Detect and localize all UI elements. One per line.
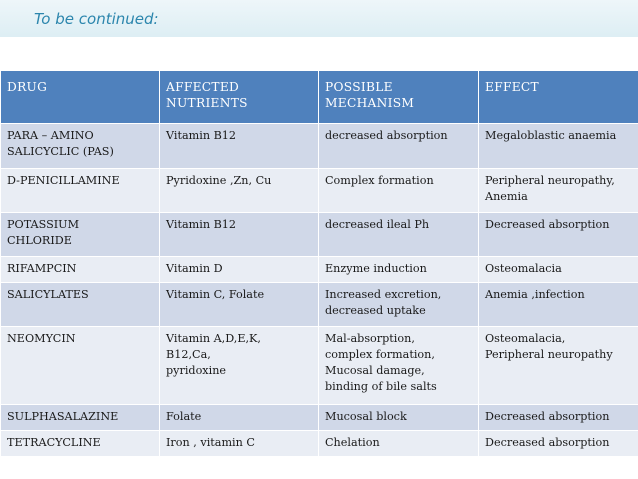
cell-nutrients: Vitamin D	[160, 257, 319, 283]
cell-effect: Decreased absorption	[479, 431, 638, 457]
cell-drug: SALICYLATES	[1, 283, 160, 327]
header-possible-mechanism: POSSIBLE MECHANISM	[319, 71, 479, 124]
cell-drug: NEOMYCIN	[1, 327, 160, 405]
cell-drug: POTASSIUM CHLORIDE	[1, 213, 160, 257]
header-effect: EFFECT	[479, 71, 638, 124]
cell-effect: Decreased absorption	[479, 213, 638, 257]
cell-effect: Anemia ,infection	[479, 283, 638, 327]
cell-drug: D-PENICILLAMINE	[1, 169, 160, 213]
slide-title: To be continued:	[34, 10, 159, 28]
cell-mechanism: Increased excretion, decreased uptake	[319, 283, 479, 327]
table-row	[1, 124, 638, 169]
cell-mechanism: decreased absorption	[319, 124, 479, 169]
cell-nutrients: Vitamin B12	[160, 213, 319, 257]
cell-mechanism: Chelation	[319, 431, 479, 457]
cell-mechanism: Mucosal block	[319, 405, 479, 431]
table-header-row	[1, 71, 638, 124]
table-row	[1, 213, 638, 257]
table-row	[1, 327, 638, 405]
cell-nutrients: Vitamin B12	[160, 124, 319, 169]
cell-mechanism: Enzyme induction	[319, 257, 479, 283]
cell-drug: SULPHASALAZINE	[1, 405, 160, 431]
table-row	[1, 405, 638, 431]
cell-mechanism: Complex formation	[319, 169, 479, 213]
table-row	[1, 257, 638, 283]
cell-nutrients: Pyridoxine ,Zn, Cu	[160, 169, 319, 213]
cell-drug: TETRACYCLINE	[1, 431, 160, 457]
drug-nutrient-table	[0, 70, 638, 457]
table-row	[1, 169, 638, 213]
cell-drug: PARA – AMINO SALICYCLIC (PAS)	[1, 124, 160, 169]
table-row	[1, 431, 638, 457]
header-affected-nutrients: AFFECTED NUTRIENTS	[160, 71, 319, 124]
cell-mechanism: Mal-absorption, complex formation, Mucosal damage, binding of bile salts	[319, 327, 479, 405]
header-drug: DRUG	[1, 71, 160, 124]
cell-mechanism: decreased ileal Ph	[319, 213, 479, 257]
cell-effect: Osteomalacia	[479, 257, 638, 283]
cell-nutrients: Iron , vitamin C	[160, 431, 319, 457]
table-row	[1, 283, 638, 327]
cell-effect: Osteomalacia, Peripheral neuropathy	[479, 327, 638, 405]
cell-effect: Peripheral neuropathy, Anemia	[479, 169, 638, 213]
cell-drug: RIFAMPCIN	[1, 257, 160, 283]
cell-nutrients: Vitamin A,D,E,K, B12,Ca, pyridoxine	[160, 327, 319, 405]
cell-effect: Decreased absorption	[479, 405, 638, 431]
cell-nutrients: Folate	[160, 405, 319, 431]
cell-effect: Megaloblastic anaemia	[479, 124, 638, 169]
cell-nutrients: Vitamin C, Folate	[160, 283, 319, 327]
